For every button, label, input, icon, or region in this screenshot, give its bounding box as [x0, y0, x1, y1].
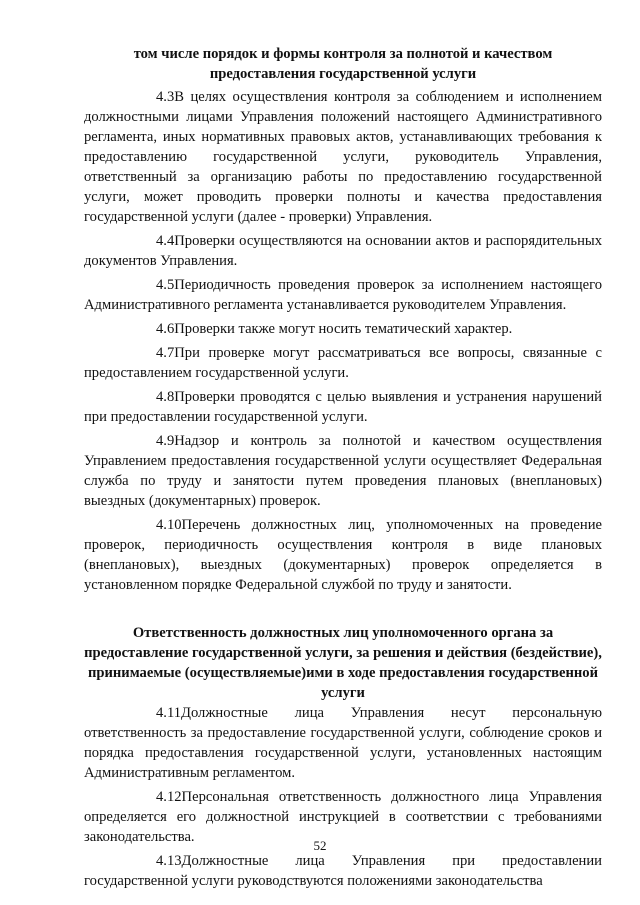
paragraph-4-7	[84, 343, 602, 383]
section-heading-control-forms: том числе порядок и формы контроля за полнотой и качеством предоставления государственной услуги	[133, 46, 553, 82]
paragraph-text: Должностные лица Управления при предоставлении государственной услуги руководствуются положениями законодательства	[84, 853, 602, 889]
paragraph-text: Периодичность проведения проверок за исполнением настоящего Административного регламента устанавливается руководителем Управления.	[84, 277, 602, 313]
paragraph-number: 4.6	[156, 321, 175, 337]
paragraph-text: Проверки осуществляются на основании актов и распорядительных документов Управления.	[84, 233, 602, 269]
paragraph-4-3	[84, 87, 602, 227]
paragraph-text: Перечень должностных лиц, уполномоченных на проведение проверок, периодичность осуществления контроля в виде плановых (внеплановых), выездных (документарных) проверок определяется в установленном порядке Федеральной службой по труду и занятости.	[84, 517, 602, 593]
paragraph-4-6	[84, 319, 602, 339]
paragraph-number: 4.12	[156, 789, 182, 805]
paragraph-4-9	[84, 431, 602, 511]
paragraph-number: 4.9	[156, 433, 175, 449]
paragraph-text: Персональная ответственность должностного лица Управления определяется его должностной инструкцией в соответствии с требованиями законодательства.	[84, 789, 602, 845]
paragraph-number: 4.5	[156, 277, 175, 293]
paragraph-number: 4.7	[156, 345, 175, 361]
paragraph-number: 4.4	[156, 233, 175, 249]
paragraph-text: В целях осуществления контроля за соблюдением и исполнением должностными лицами Управления положений настоящего Административного регламента, иных нормативных правовых актов, устанавливающих требования к предоставлению государственной услуги, руководитель Управления, ответственный за организацию работы по предоставлению государственной услуги, может проводить проверки полноты и качества предоставления государственной услуги (далее - проверки) Управления.	[84, 89, 602, 225]
paragraph-text: Должностные лица Управления несут персональную ответственность за предоставление государственной услуги, соблюдение сроков и порядка предоставления государственной услуги, установленных настоящим Административным регламентом.	[84, 705, 602, 781]
paragraph-number: 4.8	[156, 389, 175, 405]
paragraph-4-4	[84, 231, 602, 271]
paragraph-4-11	[84, 703, 602, 783]
paragraph-4-10	[84, 515, 602, 595]
paragraphs-control	[84, 87, 602, 595]
paragraphs-responsibility	[84, 703, 602, 891]
paragraph-number: 4.13	[156, 853, 182, 869]
paragraph-number: 4.11	[156, 705, 181, 721]
paragraph-text: Надзор и контроль за полнотой и качеством осуществления Управлением предоставления государственной услуги осуществляет Федеральная служба по труду и занятости путем проведения плановых (внеплановых) выездных (документарных) проверок.	[84, 433, 602, 509]
paragraph-number: 4.3	[156, 89, 175, 105]
section-heading-responsibility: Ответственность должностных лиц уполномоченного органа за предоставление государственной услуги, за решения и действия (бездействие), принимаемые (осуществляемые)ими в ходе предоставления государственной услуги	[84, 625, 602, 701]
paragraph-text: При проверке могут рассматриваться все вопросы, связанные с предоставлением государственной услуги.	[84, 345, 602, 381]
page-number: 52	[313, 838, 327, 853]
paragraph-number: 4.10	[156, 517, 182, 533]
paragraph-4-13	[84, 851, 602, 891]
paragraph-text: Проверки также могут носить тематический характер.	[174, 321, 513, 337]
paragraph-text: Проверки проводятся с целью выявления и устранения нарушений при предоставлении государственной услуги.	[84, 389, 602, 425]
paragraph-4-8	[84, 387, 602, 427]
paragraph-4-5	[84, 275, 602, 315]
